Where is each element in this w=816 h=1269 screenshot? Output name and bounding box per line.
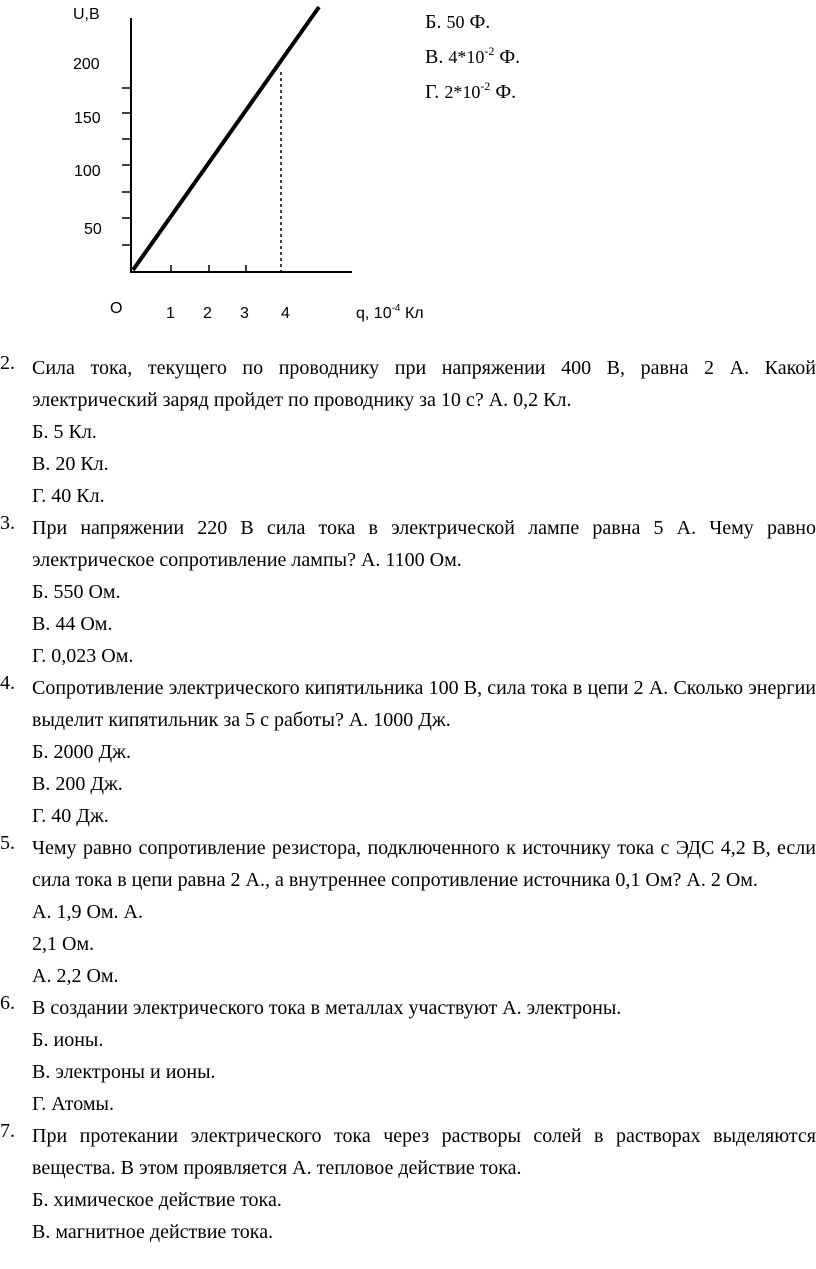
question-number: 7. [0,1120,15,1142]
x-tick-label: 2 [203,305,212,322]
answer-option: 2,1 Ом. [32,933,95,955]
x-tick-label: 1 [166,305,175,322]
question-number: 3. [0,512,15,534]
question-list [0,352,816,1248]
y-tick-marks [122,88,131,245]
x-axis-label: q, $10^{-4}$ Кл [356,303,424,322]
question-number: 5. [0,832,15,854]
answer-option: Б. химическое действие тока. [32,1189,282,1211]
answer-option: Г. Атомы. [32,1093,114,1115]
question-4 [0,672,816,832]
choice-b: Б. 50 Ф. [425,11,491,33]
x-tick-label: 3 [240,305,249,322]
choice-g: Г. $2*10^{-2}$ Ф. [425,79,517,103]
y-tick-label: 50 [84,221,102,238]
y-tick-label: 100 [74,163,101,180]
answer-option: В. 44 Ом. [32,613,113,635]
answer-option: Б. ионы. [32,1029,104,1051]
x-tick-marks [171,265,246,272]
question-text: При протекании электрического тока через растворы солей в растворах выделяются вещества. В этом проявляется А. тепловое действие тока. [32,1125,816,1179]
y-tick-label: 200 [73,56,100,73]
question-text: Чему равно сопротивление резистора, подключенного к источнику тока с ЭДС 4,2 В, если сила тока в цепи равна 2 А., а внутреннее сопротивление источника 0,1 Ом? А. 2 Ом. [32,837,816,891]
question-6 [0,992,816,1120]
origin-label: О [110,300,123,317]
answer-option: Б. 550 Ом. [32,581,121,603]
answer-option: А. 1,9 Ом. А. [32,901,143,923]
answer-option: В. электроны и ионы. [32,1061,216,1083]
answer-option: Г. 40 Кл. [32,485,105,507]
answer-option: Г. 40 Дж. [32,805,109,827]
question-number: 2. [0,352,15,374]
answer-option: Г. 0,023 Ом. [32,645,134,667]
y-tick-label: 150 [74,110,101,127]
answer-option: А. 2,2 Ом. [32,965,119,987]
question-7 [0,1120,816,1248]
answer-option: В. 20 Кл. [32,453,109,475]
question-text: При напряжении 220 В сила тока в электрической лампе равна 5 А. Чему равно электрическое сопротивление лампы? А. 1100 Ом. [32,517,816,571]
data-line [133,7,319,270]
answer-option: В. магнитное действие тока. [32,1221,274,1243]
x-tick-label: 4 [281,305,290,322]
question-text: Сила тока, текущего по проводнику при напряжении 400 В, равна 2 А. Какой электрический заряд пройдет по проводнику за 10 с? А. 0,2 Кл. [32,357,816,411]
answer-option: В. 200 Дж. [32,773,123,795]
answer-option: Б. 2000 Дж. [32,741,131,763]
question-2 [0,352,816,512]
question-text: В создании электрического тока в металлах участвуют А. электроны. [32,997,622,1019]
answer-option: Б. 5 Кл. [32,421,97,443]
question-3 [0,512,816,672]
question-5 [0,832,816,992]
voltage-charge-graph [0,0,460,330]
choice-v: В. $4*10^{-2}$ Ф. [425,44,521,68]
question-text: Сопротивление электрического кипятильника 100 В, сила тока в цепи 2 А. Сколько энергии выделит кипятильник за 5 с работы? А. 1000 Дж. [32,677,816,731]
y-axis-label: U,В [73,6,100,23]
question-number: 6. [0,992,15,1014]
answer-choices [425,2,520,107]
question-number: 4. [0,672,15,694]
